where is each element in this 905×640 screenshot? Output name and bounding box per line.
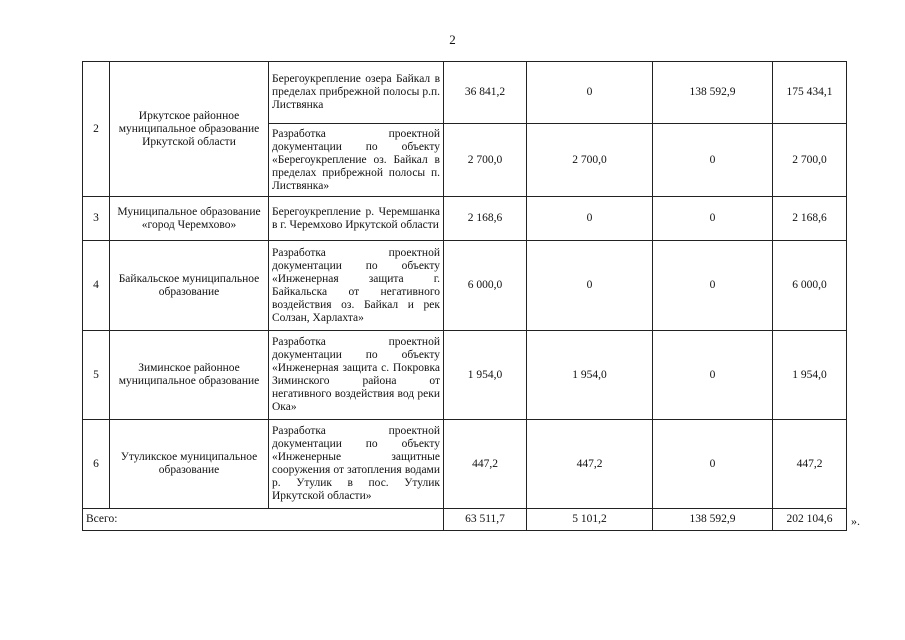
amount-total: 1 954,0 xyxy=(444,331,527,420)
municipality-name: Утуликское муниципальное образование xyxy=(110,420,269,509)
amount-regional: 447,2 xyxy=(527,420,653,509)
row-number: 3 xyxy=(83,197,110,241)
amount-total: 2 700,0 xyxy=(444,124,527,197)
municipality-name: Муниципальное образование «город Черемхово» xyxy=(110,197,269,241)
total-label: Всего: xyxy=(83,509,444,531)
object-description: Разработка проектной документации по объекту «Инженерные защитные сооружения от затопления водами р. Утулик в пос. Утулик Иркутской области» xyxy=(269,420,444,509)
amount-sum: 447,2 xyxy=(773,420,847,509)
total-amount-regional: 5 101,2 xyxy=(527,509,653,531)
table-row xyxy=(83,331,847,420)
object-description: Берегоукрепление р. Черемшанка в г. Черемхово Иркутской области xyxy=(269,197,444,241)
table-row xyxy=(83,62,847,124)
page-number: 2 xyxy=(449,32,456,47)
amount-sum: 175 434,1 xyxy=(773,62,847,124)
row-number: 4 xyxy=(83,241,110,331)
amount-federal: 138 592,9 xyxy=(653,62,773,124)
row-number: 2 xyxy=(83,62,110,197)
amount-regional: 0 xyxy=(527,241,653,331)
amount-regional: 0 xyxy=(527,62,653,124)
amount-federal: 0 xyxy=(653,241,773,331)
total-amount-total: 63 511,7 xyxy=(444,509,527,531)
total-row xyxy=(83,509,847,531)
funding-table xyxy=(82,61,847,531)
table-row xyxy=(83,241,847,331)
amount-total: 2 168,6 xyxy=(444,197,527,241)
amount-total: 36 841,2 xyxy=(444,62,527,124)
amount-regional: 2 700,0 xyxy=(527,124,653,197)
object-description: Берегоукрепление озера Байкал в пределах прибрежной полосы р.п. Листвянка xyxy=(269,62,444,124)
amount-federal: 0 xyxy=(653,197,773,241)
amount-federal: 0 xyxy=(653,420,773,509)
row-number: 5 xyxy=(83,331,110,420)
table-row xyxy=(83,420,847,509)
total-amount-federal: 138 592,9 xyxy=(653,509,773,531)
municipality-name: Иркутское районное муниципальное образование Иркутской области xyxy=(110,62,269,197)
closing-quote-mark: ». xyxy=(851,514,860,528)
amount-sum: 2 700,0 xyxy=(773,124,847,197)
amount-sum: 6 000,0 xyxy=(773,241,847,331)
row-number: 6 xyxy=(83,420,110,509)
amount-federal: 0 xyxy=(653,331,773,420)
object-description: Разработка проектной документации по объекту «Инженерная защита г. Байкальска от негативного воздействия оз. Байкал и рек Солзан, Харлахта» xyxy=(269,241,444,331)
total-amount-sum: 202 104,6 xyxy=(773,509,847,531)
object-description: Разработка проектной документации по объекту «Инженерная защита с. Покровка Зиминского района от негативного воздействия вод реки Ока» xyxy=(269,331,444,420)
amount-sum: 1 954,0 xyxy=(773,331,847,420)
table-row xyxy=(83,197,847,241)
amount-total: 447,2 xyxy=(444,420,527,509)
amount-total: 6 000,0 xyxy=(444,241,527,331)
municipality-name: Зиминское районное муниципальное образование xyxy=(110,331,269,420)
amount-sum: 2 168,6 xyxy=(773,197,847,241)
municipality-name: Байкальское муниципальное образование xyxy=(110,241,269,331)
object-description: Разработка проектной документации по объекту «Берегоукрепление оз. Байкал в пределах прибрежной полосы п. Листвянка» xyxy=(269,124,444,197)
amount-regional: 0 xyxy=(527,197,653,241)
amount-federal: 0 xyxy=(653,124,773,197)
amount-regional: 1 954,0 xyxy=(527,331,653,420)
